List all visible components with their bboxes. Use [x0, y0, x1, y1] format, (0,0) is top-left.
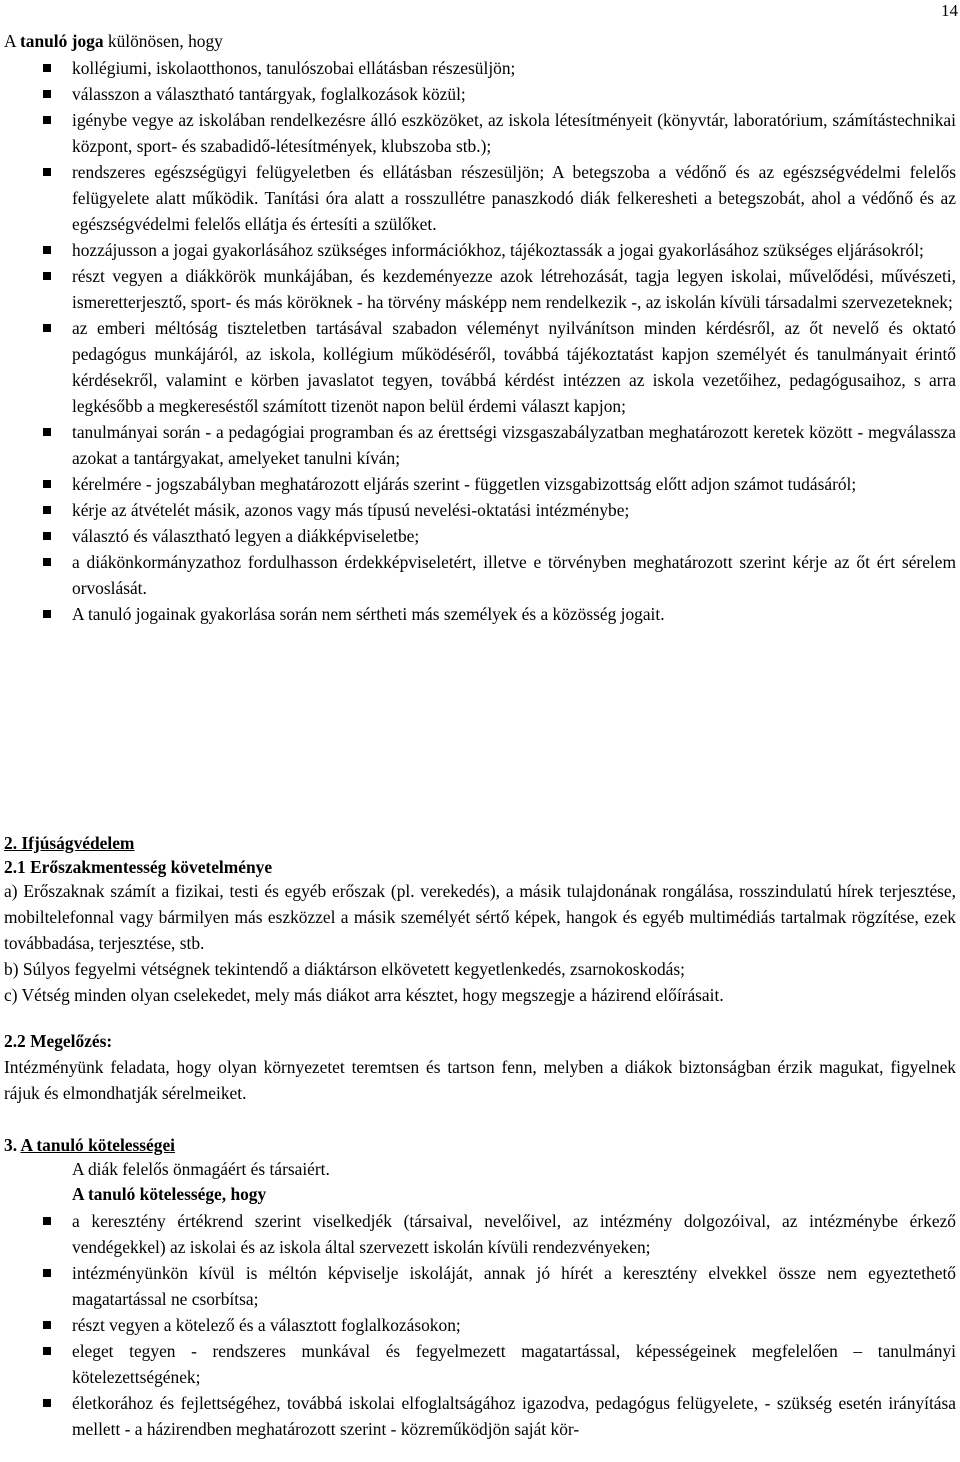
list-item: választó és választható legyen a diákképviseletbe; — [0, 523, 960, 549]
bullet-square-icon — [43, 506, 51, 514]
section-2-2-heading: 2.2 Megelőzés: — [4, 1031, 113, 1051]
page-number: 14 — [941, 1, 958, 20]
section-3-line-2: A tanuló kötelessége, hogy — [72, 1184, 267, 1204]
bullet-square-icon — [43, 90, 51, 98]
bullet-square-icon — [43, 480, 51, 488]
paragraph-a: a) Erőszaknak számít a fizikai, testi és egyéb erőszak (pl. verekedés), a másik tulajdonának rongálása, rosszindulatú hírek terjesztése, mobiltelefonnal vagy bármilyen más eszközzel a másik személyét sértő képek, hangok és egyéb multimédiás tartalmak rögzítése, ezek továbbadása, terjesztése, stb. — [4, 881, 956, 953]
list-item: intézményünkön kívül is méltón képviselje iskoláját, annak jó hírét a keresztény elvekkel össze nem egyeztethető magatartással ne csorbítsa; — [0, 1260, 960, 1312]
list-item: a keresztény értékrend szerint viselkedjék (társaival, nevelőivel, az intézmény dolgozóival, az intézménybe érkező vendégekkel) az iskolai és az iskola által szervezett iskolán kívüli rendezvényeken; — [0, 1208, 960, 1260]
bullet-square-icon — [43, 428, 51, 436]
list-item: kérelmére - jogszabályban meghatározott eljárás szerint - független vizsgabizottság előtt adjon számot tudásáról; — [0, 471, 960, 497]
section-2-1-body — [0, 878, 960, 1008]
bullet-square-icon — [43, 1321, 51, 1329]
paragraph-b: b) Súlyos fegyelmi vétségnek tekintendő a diáktárson elkövetett kegyetlenkedés, zsarnokoskodás; — [4, 959, 685, 979]
bullet-square-icon — [43, 246, 51, 254]
bullet-square-icon — [43, 168, 51, 176]
bullet-square-icon — [43, 1347, 51, 1355]
bullet-square-icon — [43, 324, 51, 332]
list-item: hozzájusson a jogai gyakorlásához szükséges információkhoz, tájékoztassák a jogai gyakorlásához szükséges eljárásokról; — [0, 237, 960, 263]
list-item: a diákönkormányzathoz fordulhasson érdekképviseletért, illetve e törvényben meghatározott szerint kérje az őt ért sérelem orvoslását. — [0, 549, 960, 601]
list-item: válasszon a választható tantárgyak, foglalkozások közül; — [0, 81, 960, 107]
paragraph-c: c) Vétség minden olyan cselekedet, mely más diákot arra késztet, hogy megszegje a házirend előírásait. — [4, 985, 724, 1005]
rights-intro-post: különösen, hogy — [103, 31, 223, 51]
rights-intro — [0, 28, 960, 54]
bullet-square-icon — [43, 116, 51, 124]
section-2-1-heading: 2.1 Erőszakmentesség követelménye — [4, 857, 273, 877]
section-3-number: 3. — [4, 1135, 21, 1155]
duties-list — [0, 1208, 960, 1442]
section-3-line-1: A diák felelős önmagáért és társaiért. — [72, 1159, 330, 1179]
list-item: kollégiumi, iskolaotthonos, tanulószobai ellátásban részesüljön; — [0, 55, 960, 81]
rights-intro-bold: tanuló joga — [19, 31, 104, 51]
bullet-square-icon — [43, 1217, 51, 1225]
list-item: igénybe vegye az iskolában rendelkezésre álló eszközöket, az iskola létesítményeit (könyvtár, laboratórium, számítástechnikai központ, sport- és szabadidő-létesítmények, klubszoba stb.); — [0, 107, 960, 159]
list-item: részt vegyen a diákkörök munkájában, és kezdeményezze azok létrehozását, tagja legyen iskolai, művelődési, művészeti, ismeretterjesztő, sport- és más köröknek - ha törvény másképp nem rendelkezik -, az iskolán kívüli társadalmi szervezeteknek; — [0, 263, 960, 315]
list-item: az emberi méltóság tiszteletben tartásával szabadon véleményt nyilvánítson minden kérdésről, az őt nevelő és oktató pedagógus munkájáról, az iskola, kollégium működéséről, továbbá tájékoztatást kapjon személyét és tanulmányait érintő kérdésekről, valamint e körben javaslatot tegyen, továbbá kérdést intézzen az iskola vezetőihez, pedagógusaihoz, s arra legkésőbb a megkereséstől számított tizenöt napon belül érdemi választ kapjon; — [0, 315, 960, 419]
list-item: életkorához és fejlettségéhez, továbbá iskolai elfoglaltságához igazodva, pedagógus felügyelete, - szükség esetén irányítása mellett - a házirendben meghatározott szerint - közreműködjön saját kör- — [0, 1390, 960, 1442]
bullet-square-icon — [43, 1269, 51, 1277]
section-2-heading: 2. Ifjúságvédelem — [4, 833, 135, 853]
list-item: A tanuló jogainak gyakorlása során nem sértheti más személyek és a közösség jogait. — [0, 601, 960, 627]
bullet-square-icon — [43, 610, 51, 618]
list-item: eleget tegyen - rendszeres munkával és fegyelmezett magatartással, képességeinek megfelelően – tanulmányi kötelezettségének; — [0, 1338, 960, 1390]
rights-list — [0, 55, 960, 627]
bullet-square-icon — [43, 64, 51, 72]
bullet-square-icon — [43, 558, 51, 566]
section-3-title: A tanuló kötelességei — [20, 1135, 176, 1155]
rights-intro-pre: A — [4, 31, 20, 51]
bullet-square-icon — [43, 532, 51, 540]
list-item: kérje az átvételét másik, azonos vagy más típusú nevelési-oktatási intézménybe; — [0, 497, 960, 523]
list-item: rendszeres egészségügyi felügyeletben és ellátásban részesüljön; A betegszoba a védőnő és az egészségvédelmi felelős felügyelete alatt működik. Tanítási óra alatt a rosszullétre panaszkodó diák felkeresheti a betegszobát, ahol a védőnő és az egészségvédelmi felelős ellátja és értesíti a szülőket. — [0, 159, 960, 237]
section-2-2-paragraph: Intézményünk feladata, hogy olyan környezetet teremtsen és tartson fenn, melyben a diákok biztonságban érzik magukat, figyelnek rájuk és elmondhatják sérelmeiket. — [4, 1057, 956, 1103]
list-item: tanulmányai során - a pedagógiai programban és az érettségi vizsgaszabályzatban meghatározott keretek között - megválassza azokat a tantárgyakat, amelyeket tanulni kíván; — [0, 419, 960, 471]
bullet-square-icon — [43, 272, 51, 280]
bullet-square-icon — [43, 1399, 51, 1407]
section-3-heading — [0, 1134, 175, 1156]
list-item: részt vegyen a kötelező és a választott foglalkozásokon; — [0, 1312, 960, 1338]
